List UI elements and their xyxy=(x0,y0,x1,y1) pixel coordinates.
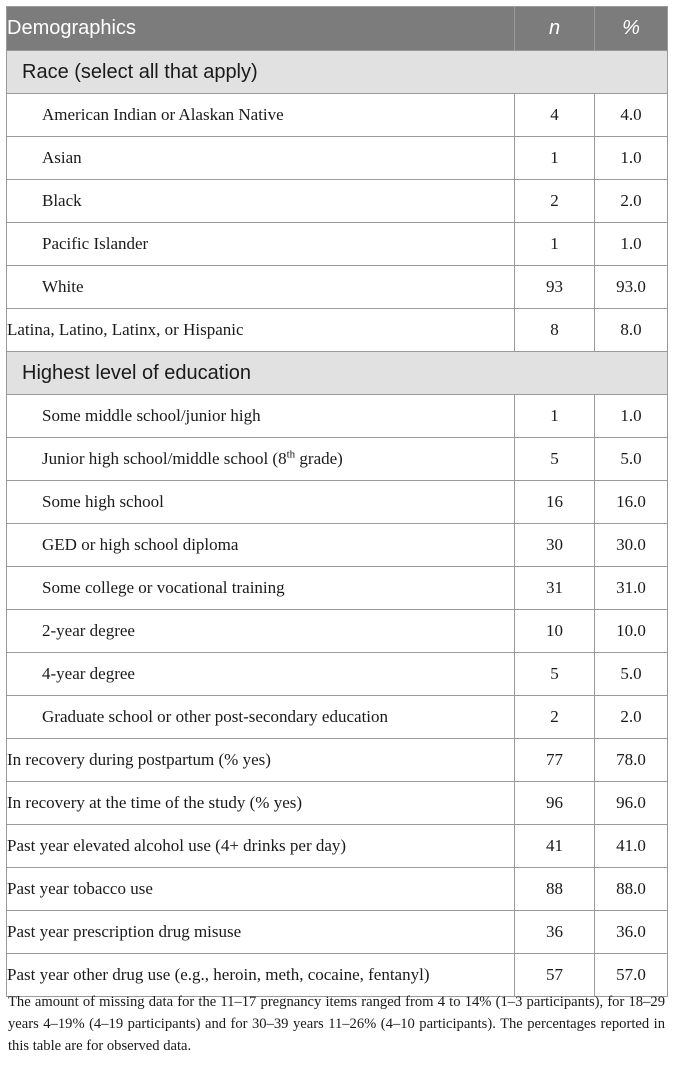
table-row xyxy=(7,137,668,180)
row-label: Asian xyxy=(7,137,515,180)
demographics-table xyxy=(6,6,668,997)
table-row xyxy=(7,610,668,653)
row-n: 96 xyxy=(515,782,595,825)
row-n: 5 xyxy=(515,653,595,696)
table-row xyxy=(7,481,668,524)
table-row xyxy=(7,223,668,266)
row-n: 4 xyxy=(515,94,595,137)
row-label: 2-year degree xyxy=(7,610,515,653)
section-race xyxy=(7,51,668,94)
row-percent: 2.0 xyxy=(595,696,668,739)
row-percent: 16.0 xyxy=(595,481,668,524)
table-row xyxy=(7,180,668,223)
table-row xyxy=(7,438,668,481)
table-row xyxy=(7,524,668,567)
table-row xyxy=(7,94,668,137)
table-row xyxy=(7,911,668,954)
row-n: 8 xyxy=(515,309,595,352)
row-percent: 30.0 xyxy=(595,524,668,567)
table-row xyxy=(7,825,668,868)
row-label: GED or high school diploma xyxy=(7,524,515,567)
row-percent: 10.0 xyxy=(595,610,668,653)
row-label: Black xyxy=(7,180,515,223)
row-n: 1 xyxy=(515,395,595,438)
row-n: 2 xyxy=(515,180,595,223)
row-n: 36 xyxy=(515,911,595,954)
table-row xyxy=(7,739,668,782)
table-row xyxy=(7,696,668,739)
row-n: 2 xyxy=(515,696,595,739)
section-education xyxy=(7,352,668,395)
row-n: 41 xyxy=(515,825,595,868)
table-row xyxy=(7,309,668,352)
row-n: 1 xyxy=(515,223,595,266)
row-label: Graduate school or other post-secondary education xyxy=(7,696,515,739)
row-label xyxy=(7,438,515,481)
table-row xyxy=(7,266,668,309)
row-n: 57 xyxy=(515,954,595,997)
row-n: 5 xyxy=(515,438,595,481)
row-label: In recovery during postpartum (% yes) xyxy=(7,739,515,782)
row-percent: 41.0 xyxy=(595,825,668,868)
row-label: Latina, Latino, Latinx, or Hispanic xyxy=(7,309,515,352)
row-label: Some middle school/junior high xyxy=(7,395,515,438)
row-percent: 5.0 xyxy=(595,653,668,696)
row-n: 10 xyxy=(515,610,595,653)
row-label: Some college or vocational training xyxy=(7,567,515,610)
table-header-row xyxy=(7,7,668,51)
row-percent: 8.0 xyxy=(595,309,668,352)
row-label: Past year tobacco use xyxy=(7,868,515,911)
row-label: In recovery at the time of the study (% yes) xyxy=(7,782,515,825)
row-percent: 88.0 xyxy=(595,868,668,911)
row-n: 31 xyxy=(515,567,595,610)
row-percent: 93.0 xyxy=(595,266,668,309)
row-label-sup: th xyxy=(286,448,296,461)
header-demographics: Demographics xyxy=(7,7,515,51)
table-row xyxy=(7,567,668,610)
row-percent: 78.0 xyxy=(595,739,668,782)
row-n: 30 xyxy=(515,524,595,567)
row-label-pre: Junior high school/middle school (8 xyxy=(42,449,287,468)
section-title: Highest level of education xyxy=(7,352,668,395)
row-label: Past year prescription drug misuse xyxy=(7,911,515,954)
row-label: American Indian or Alaskan Native xyxy=(7,94,515,137)
row-percent: 96.0 xyxy=(595,782,668,825)
section-title: Race (select all that apply) xyxy=(7,51,668,94)
row-label: Past year other drug use (e.g., heroin, meth, cocaine, fentanyl) xyxy=(7,954,515,997)
row-label: Past year elevated alcohol use (4+ drinks per day) xyxy=(7,825,515,868)
table-row xyxy=(7,395,668,438)
row-n: 77 xyxy=(515,739,595,782)
header-n: n xyxy=(515,7,595,51)
row-label: Some high school xyxy=(7,481,515,524)
row-n: 88 xyxy=(515,868,595,911)
row-percent: 5.0 xyxy=(595,438,668,481)
row-percent: 1.0 xyxy=(595,223,668,266)
table-row xyxy=(7,653,668,696)
row-n: 1 xyxy=(515,137,595,180)
row-percent: 31.0 xyxy=(595,567,668,610)
row-label: 4-year degree xyxy=(7,653,515,696)
row-n: 93 xyxy=(515,266,595,309)
header-percent: % xyxy=(595,7,668,51)
table-row xyxy=(7,782,668,825)
row-percent: 2.0 xyxy=(595,180,668,223)
row-percent: 1.0 xyxy=(595,137,668,180)
row-percent: 4.0 xyxy=(595,94,668,137)
row-n: 16 xyxy=(515,481,595,524)
row-label-post: grade) xyxy=(295,449,343,468)
row-percent: 36.0 xyxy=(595,911,668,954)
row-label: White xyxy=(7,266,515,309)
table-row xyxy=(7,868,668,911)
row-percent: 57.0 xyxy=(595,954,668,997)
row-label: Pacific Islander xyxy=(7,223,515,266)
row-percent: 1.0 xyxy=(595,395,668,438)
table-footnote: The amount of missing data for the 11–17 pregnancy items ranged from 4 to 14% (1–3 participants), for 18–29 years 4–19% (4–19 participants) and for 30–39 years 11–26% (4–10 participants). The percentages reported in this table are for observed data. xyxy=(8,994,665,1054)
